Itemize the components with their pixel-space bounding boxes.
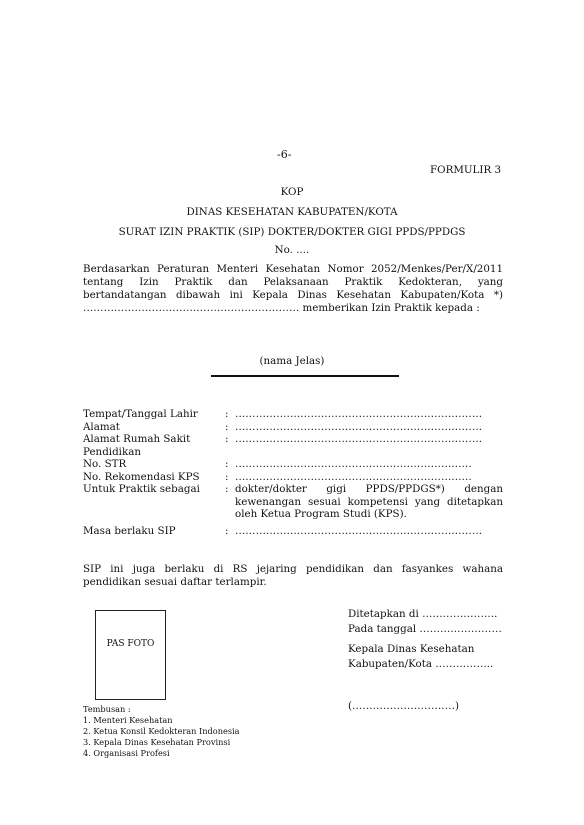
field-colon: : bbox=[225, 420, 229, 433]
signature-block bbox=[348, 607, 508, 714]
intro-line-2: tentang Izin Praktik dan Pelaksanaan Praktik Kedokteran, yang bbox=[83, 276, 503, 288]
field-row-education bbox=[83, 446, 503, 459]
cc-list bbox=[83, 715, 240, 759]
list-item: 1. Menteri Kesehatan bbox=[83, 715, 173, 725]
list-item: 4. Organisasi Profesi bbox=[83, 748, 170, 758]
list-item: 2. Ketua Konsil Kedokteran Indonesia bbox=[83, 726, 240, 736]
field-colon bbox=[225, 446, 235, 459]
field-row-str bbox=[83, 458, 503, 471]
sip-note-line-2: pendidikan sesuai daftar terlampir. bbox=[83, 576, 267, 588]
signature-place: Ditetapkan di …………………. bbox=[348, 608, 498, 620]
field-colon: : bbox=[225, 408, 229, 420]
field-row-practice-as bbox=[83, 483, 503, 521]
name-placeholder: (nama Jelas) bbox=[259, 355, 325, 367]
signature-date: Pada tanggal …………………… bbox=[348, 623, 502, 635]
field-colon: : bbox=[225, 524, 229, 537]
field-value: ……………………………………………………………… bbox=[235, 433, 483, 445]
cc-title: Tembusan : bbox=[83, 704, 131, 714]
sip-note bbox=[83, 563, 503, 589]
field-value: dokter/dokter gigi PPDS/PPDGS*) dengan kewenangan sesuai kompetensi yang ditetapkan oleh Ketua Program Studi (KPS). bbox=[235, 483, 503, 520]
field-label: No. STR bbox=[83, 458, 127, 470]
document-title: SURAT IZIN PRAKTIK (SIP) DOKTER/DOKTER GIGI PPDS/PPDGS bbox=[118, 226, 466, 238]
field-value: ……………………………………………………………… bbox=[235, 408, 483, 420]
identity-fields bbox=[83, 408, 503, 537]
field-value: …………………………………………………………… bbox=[235, 470, 472, 483]
field-label: Alamat Rumah Sakit bbox=[83, 433, 191, 445]
field-value: …………………………………………………………… bbox=[235, 458, 472, 470]
field-row-hospital-address bbox=[83, 433, 503, 446]
header-kop: KOP bbox=[280, 186, 304, 198]
field-label: No. Rekomendasi KPS bbox=[83, 470, 200, 483]
header-agency: DINAS KESEHATAN KABUPATEN/KOTA bbox=[186, 206, 398, 218]
intro-line-3: bertandatangan dibawah ini Kepala Dinas Kesehatan Kabupaten/Kota *) bbox=[83, 289, 503, 301]
intro-paragraph bbox=[83, 263, 503, 315]
name-underline bbox=[211, 375, 399, 377]
field-label: Alamat bbox=[83, 420, 120, 433]
list-item: 3. Kepala Dinas Kesehatan Provinsi bbox=[83, 737, 231, 747]
field-value bbox=[235, 446, 503, 459]
field-row-address bbox=[83, 421, 503, 434]
document-number: No. .... bbox=[274, 244, 310, 256]
form-label: FORMULIR 3 bbox=[430, 164, 502, 176]
field-label: Pendidikan bbox=[83, 445, 141, 458]
field-value: ……………………………………………………………… bbox=[235, 524, 483, 537]
field-row-birth bbox=[83, 408, 503, 421]
signature-title-2: Kabupaten/Kota …………….. bbox=[348, 658, 494, 670]
page-number: -6- bbox=[277, 148, 292, 161]
field-colon: : bbox=[225, 433, 229, 445]
field-value: ……………………………………………………………… bbox=[235, 420, 483, 433]
field-label: Tempat/Tanggal Lahir bbox=[83, 408, 198, 420]
photo-label: PAS FOTO bbox=[106, 639, 155, 649]
field-colon: : bbox=[225, 458, 229, 470]
sip-note-line-1: SIP ini juga berlaku di RS jejaring pendidikan dan fasyankes wahana bbox=[83, 563, 503, 575]
signature-title-1: Kepala Dinas Kesehatan bbox=[348, 643, 475, 655]
field-label: Untuk Praktik sebagai bbox=[83, 483, 200, 495]
field-row-kps-recommendation bbox=[83, 471, 503, 484]
intro-line-4: ……………………………………………………… memberikan Izin Praktik kepada : bbox=[83, 302, 480, 314]
field-colon: : bbox=[225, 483, 229, 495]
intro-line-1: Berdasarkan Peraturan Menteri Kesehatan Nomor 2052/Menkes/Per/X/2011 bbox=[83, 263, 503, 275]
cc-block bbox=[83, 704, 240, 759]
field-colon: : bbox=[225, 470, 229, 483]
photo-box bbox=[95, 610, 166, 700]
signature-name: (…………………………) bbox=[348, 700, 460, 712]
field-label: Masa berlaku SIP bbox=[83, 524, 176, 537]
field-row-validity bbox=[83, 525, 503, 538]
